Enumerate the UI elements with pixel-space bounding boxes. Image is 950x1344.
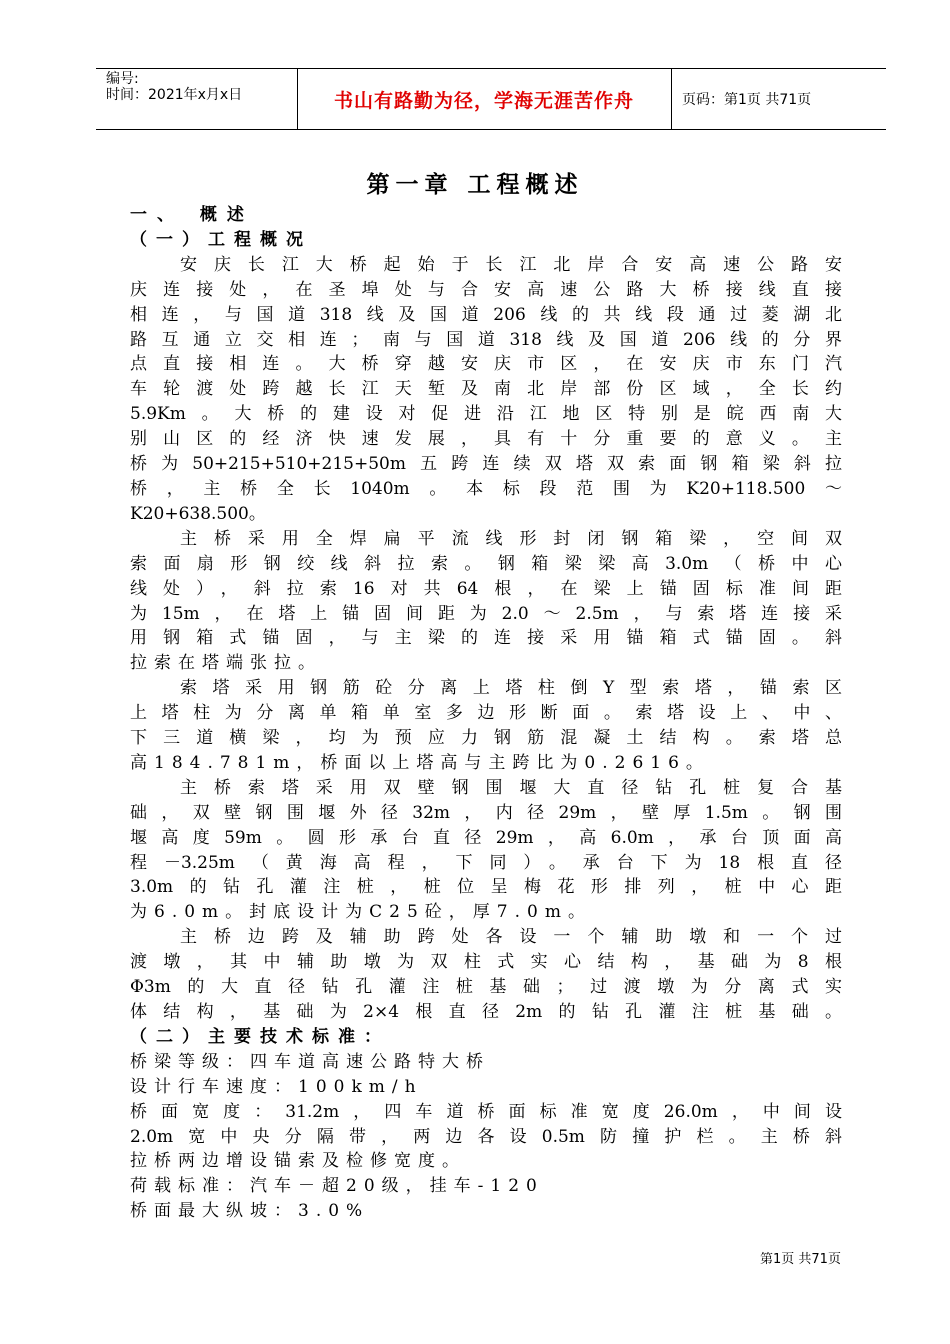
paragraph-standards xyxy=(130,1050,842,1224)
text-line: 设计行车速度：100km/h xyxy=(130,1076,423,1097)
header-date: 时间：2021年x月x日 xyxy=(106,87,243,103)
text-line: 础，双壁钢围堰外径32m，内径29m，壁厚1.5m。钢围 xyxy=(130,802,842,823)
text-line: 桥为50+215+510+215+50m五跨连续双塔双索面钢箱梁斜拉 xyxy=(130,454,842,475)
text-line: 下三道横梁，均为预应力钢筋混凝土结构。索塔总 xyxy=(130,728,842,749)
header-number-label: 编号: xyxy=(106,71,139,87)
text-line: 拉索在塔端张拉。 xyxy=(130,653,322,674)
text-line: 桥梁等级：四车道高速公路特大桥 xyxy=(130,1051,490,1072)
document-body xyxy=(130,203,842,1224)
page-footer: 第1页 共71页 xyxy=(760,1252,841,1267)
header-meta xyxy=(106,69,296,129)
paragraph-girder xyxy=(130,527,842,676)
text-line: 主桥采用全焊扁平流线形封闭钢箱梁，空间双 xyxy=(180,528,842,549)
text-line: 相连，与国道318线及国道206线的共线段通过菱湖北 xyxy=(130,304,842,325)
subsection-heading: （二）主要技术标准： xyxy=(130,1026,390,1047)
text-line: 庆连接处，在圣埠处与合安高速公路大桥接线直接 xyxy=(130,279,842,300)
text-line: 安庆长江大桥起始于长江北岸合安高速公路安 xyxy=(180,254,842,275)
text-line: 用钢箱式锚固，与主梁的连接采用锚箱式锚固。斜 xyxy=(130,628,842,649)
text-line: 为6.0m。封底设计为C25砼，厚7.0m。 xyxy=(130,902,592,923)
chapter-title: 第一章 工程概述 xyxy=(366,172,584,198)
text-line: 索面扇形钢绞线斜拉索。钢箱梁梁高3.0m（桥中心 xyxy=(130,553,842,574)
text-line: 5.9Km。大桥的建设对促进沿江地区特别是皖西南大 xyxy=(130,404,842,425)
header-motto: 书山有路勤为径，学海无涯苦作舟 xyxy=(333,89,634,112)
text-line: 桥，主桥全长1040m。本标段范围为K20+118.500～ xyxy=(130,478,842,499)
text-line: 路互通立交相连；南与国道318线及国道206线的分界 xyxy=(130,329,842,350)
text-line: K20+638.500。 xyxy=(130,503,266,524)
text-line: 为15m，在塔上锚固间距为2.0～2.5m，与索塔连接采 xyxy=(130,603,842,624)
section-heading: 一、 概述 xyxy=(130,205,254,225)
paragraph-piers xyxy=(130,925,842,1025)
subsection-heading: （一）工程概况 xyxy=(130,229,312,250)
text-line: 别山区的经济快速发展，具有十分重要的意义。主 xyxy=(130,429,842,450)
text-line: 线处），斜拉索16对共64根，在梁上锚固标准间距 xyxy=(130,578,842,599)
text-line: 体结构，基础为2×4根直径2m的钻孔灌注桩基础。 xyxy=(130,1002,842,1022)
text-line: 拉桥两边增设锚索及检修宽度。 xyxy=(130,1151,466,1172)
text-line: 上塔柱为分离单箱单室多边形断面。索塔设上、中、 xyxy=(130,703,842,724)
text-line: 3.0m的钻孔灌注桩，桩位呈梅花形排列，桩中心距 xyxy=(130,877,842,898)
text-line: 桥面宽度：31.2m，四车道桥面标准宽度26.0m，中间设 xyxy=(130,1101,842,1122)
paragraph-tower xyxy=(130,676,842,776)
paragraph-foundation xyxy=(130,776,842,925)
text-line: 高184.781m，桥面以上塔高与主跨比为0.2616。 xyxy=(130,752,710,773)
paragraph-overview xyxy=(130,253,842,527)
text-line: 主桥索塔采用双壁钢围堰大直径钻孔桩复合基 xyxy=(180,777,842,798)
text-line: 点直接相连。大桥穿越安庆市区，在安庆市东门汽 xyxy=(130,354,842,375)
text-line: 堰高度59m。圆形承台直径29m，高6.0m，承台顶面高 xyxy=(130,827,842,848)
header-page-code: 页码：第1页 共71页 xyxy=(682,92,812,108)
text-line: Φ3m的大直径钻孔灌注桩基础；过渡墩为分离式实 xyxy=(130,977,842,998)
text-line: 2.0m宽中央分隔带，两边各设0.5m防撞护栏。主桥斜 xyxy=(130,1126,842,1147)
text-line: 索塔采用钢筋砼分离上塔柱倒Y型索塔，锚索区 xyxy=(180,678,842,699)
text-line: 渡墩，其中辅助墩为双柱式实心结构，基础为8根 xyxy=(130,952,842,973)
text-line: 桥面最大纵坡：3.0% xyxy=(130,1201,370,1222)
text-line: 主桥边跨及辅助跨处各设一个辅助墩和一个过 xyxy=(180,927,842,948)
text-line: 车轮渡处跨越长江天堑及南北岸部份区域，全长约 xyxy=(130,379,842,400)
page-header xyxy=(96,68,886,130)
text-line: 荷载标准：汽车－超20级，挂车-120 xyxy=(130,1176,544,1197)
text-line: 程－3.25m（黄海高程，下同）。承台下为18根直径 xyxy=(130,852,842,873)
